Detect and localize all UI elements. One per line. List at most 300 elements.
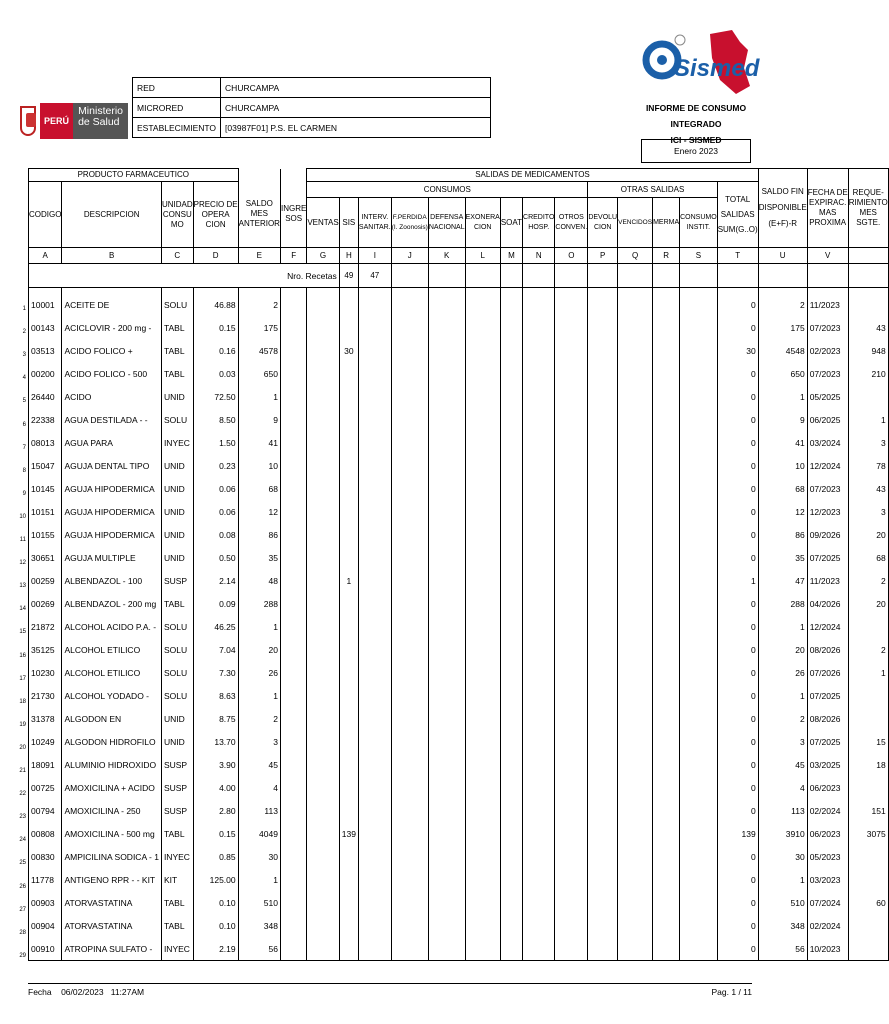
cell-fecha: 05/2023 — [807, 846, 848, 869]
cell-fecha: 07/2026 — [807, 662, 848, 685]
devolucion-header: DEVOLU CION — [588, 198, 618, 248]
cell-req: 18 — [848, 754, 888, 777]
column-letter-d: D — [193, 248, 238, 264]
cell-saldo: 12 — [238, 501, 280, 524]
cell-precio: 2.80 — [193, 800, 238, 823]
row-number: 13 — [19, 583, 26, 590]
precio-header: PRECIO DE OPERA CION — [193, 182, 238, 248]
cell-precio: 2.14 — [193, 570, 238, 593]
cell-desc: ANTIGENO RPR - - KIT — [62, 869, 161, 892]
cell-unid: TABL — [161, 340, 193, 363]
cell-req: 20 — [848, 524, 888, 547]
table-row — [29, 800, 889, 823]
row-number: 18 — [19, 698, 26, 705]
fecha-header: FECHA DE EXPIRAC. MAS PROXIMA — [807, 169, 848, 248]
row-number: 26 — [19, 883, 26, 890]
cell-desc: AGUJA HIPODERMICA — [62, 501, 161, 524]
cell-sis: 30 — [339, 340, 358, 363]
footer-date-label: Fecha — [28, 987, 52, 997]
report-title-line2: ICI - SISMED — [670, 135, 722, 145]
cell-sis: 1 — [339, 570, 358, 593]
ventas-header: VENTAS — [307, 198, 339, 248]
cell-codigo: 08013 — [29, 432, 62, 455]
cell-unid: UNID — [161, 524, 193, 547]
sis-header: SIS — [339, 198, 358, 248]
cell-total: 0 — [717, 800, 758, 823]
merma-header: MERMA — [653, 198, 680, 248]
cell-saldo: 1 — [238, 616, 280, 639]
row-number: 21 — [19, 768, 26, 774]
column-letter-c: C — [161, 248, 193, 264]
row-number: 25 — [19, 860, 26, 867]
cell-saldo: 68 — [238, 478, 280, 501]
cell-req: 1 — [848, 409, 888, 432]
cell-desc: ATROPINA SULFATO - — [62, 938, 161, 961]
recetas-row — [29, 264, 889, 288]
cell-precio: 0.09 — [193, 593, 238, 616]
cell-fin: 1 — [758, 685, 807, 708]
cell-precio: 0.16 — [193, 340, 238, 363]
cell-fin: 9 — [758, 409, 807, 432]
cell-total: 0 — [717, 777, 758, 800]
column-letter-o: O — [555, 248, 588, 264]
cell-unid: SOLU — [161, 639, 193, 662]
cell-fin: 348 — [758, 915, 807, 938]
cell-fin: 12 — [758, 501, 807, 524]
cell-req — [848, 616, 888, 639]
row-number: 1 — [22, 306, 26, 312]
cell-codigo: 10145 — [29, 478, 62, 501]
cell-codigo: 10151 — [29, 501, 62, 524]
column-letter-q: Q — [618, 248, 653, 264]
column-letter-b: B — [62, 248, 161, 264]
cell-fin: 35 — [758, 547, 807, 570]
row-number: 24 — [19, 837, 26, 844]
cell-sis — [339, 363, 358, 386]
cell-fecha: 07/2023 — [807, 363, 848, 386]
cell-req: 43 — [848, 478, 888, 501]
sismed-logo — [640, 28, 760, 100]
cell-saldo: 1 — [238, 685, 280, 708]
cell-req: 2 — [848, 639, 888, 662]
cell-unid: SUSP — [161, 777, 193, 800]
cell-req: 210 — [848, 363, 888, 386]
cell-sis — [339, 938, 358, 961]
cell-saldo: 1 — [238, 386, 280, 409]
cell-fecha: 06/2023 — [807, 823, 848, 846]
cell-fecha: 05/2025 — [807, 386, 848, 409]
row-number: 12 — [19, 560, 26, 567]
cell-codigo: 30651 — [29, 547, 62, 570]
cell-fin: 2 — [758, 708, 807, 731]
column-letter-j: J — [391, 248, 428, 264]
soat-header: SOAT — [500, 198, 522, 248]
cell-codigo: 26440 — [29, 386, 62, 409]
column-letters-row — [29, 248, 889, 264]
cell-unid: UNID — [161, 731, 193, 754]
cell-codigo: 21872 — [29, 616, 62, 639]
table-row — [29, 662, 889, 685]
cell-codigo: 10230 — [29, 662, 62, 685]
otros-conven-header: OTROS CONVEN. — [555, 198, 588, 248]
cell-unid: UNID — [161, 708, 193, 731]
cell-precio: 1.50 — [193, 432, 238, 455]
cell-total: 30 — [717, 340, 758, 363]
table-row — [29, 547, 889, 570]
cell-desc: ACIDO — [62, 386, 161, 409]
cell-req: 20 — [848, 593, 888, 616]
cell-saldo: 45 — [238, 754, 280, 777]
cell-fin: 68 — [758, 478, 807, 501]
cell-req — [848, 708, 888, 731]
cell-codigo: 31378 — [29, 708, 62, 731]
cell-sis — [339, 915, 358, 938]
cell-desc: ALBENDAZOL - 100 — [62, 570, 161, 593]
logo-peru: PERÚ — [40, 103, 73, 139]
cell-desc: AGUA PARA — [62, 432, 161, 455]
table-row — [29, 593, 889, 616]
recetas-interv: 47 — [358, 264, 391, 288]
table-row — [29, 869, 889, 892]
table-row — [29, 570, 889, 593]
cell-unid: UNID — [161, 455, 193, 478]
cell-desc: ALGODON EN — [62, 708, 161, 731]
cell-total: 0 — [717, 639, 758, 662]
cell-precio: 8.75 — [193, 708, 238, 731]
cell-sis — [339, 455, 358, 478]
row-number: 27 — [19, 906, 26, 913]
column-letter-h: H — [339, 248, 358, 264]
cell-codigo: 21730 — [29, 685, 62, 708]
cell-fecha: 03/2023 — [807, 869, 848, 892]
cell-sis — [339, 317, 358, 340]
report-title-line1: INFORME DE CONSUMO INTEGRADO — [645, 103, 747, 129]
cell-total: 0 — [717, 501, 758, 524]
cell-sis — [339, 501, 358, 524]
minsa-logo — [20, 98, 128, 144]
row-number: 2 — [22, 329, 26, 336]
cell-unid: UNID — [161, 478, 193, 501]
table-row — [29, 501, 889, 524]
total-header: TOTAL SALIDAS SUM(G..O) — [717, 182, 758, 248]
red-label: RED — [133, 78, 221, 98]
cell-sis — [339, 478, 358, 501]
table-row — [29, 363, 889, 386]
cell-unid: UNID — [161, 501, 193, 524]
cell-fin: 1 — [758, 616, 807, 639]
cell-saldo: 26 — [238, 662, 280, 685]
column-letter-r: R — [653, 248, 680, 264]
cell-total: 139 — [717, 823, 758, 846]
cell-unid: KIT — [161, 869, 193, 892]
row-number: 16 — [19, 652, 26, 659]
row-number: 20 — [19, 744, 26, 751]
cell-desc: AMPICILINA SODICA - 1 — [62, 846, 161, 869]
cell-unid: SOLU — [161, 662, 193, 685]
recetas-label: Nro. Recetas — [280, 264, 339, 288]
cell-fecha: 06/2025 — [807, 409, 848, 432]
cell-precio: 0.06 — [193, 501, 238, 524]
row-number: 23 — [19, 814, 26, 821]
cell-precio: 2.19 — [193, 938, 238, 961]
cell-codigo: 15047 — [29, 455, 62, 478]
cell-total: 1 — [717, 570, 758, 593]
cell-req — [848, 938, 888, 961]
salidas-header: SALIDAS DE MEDICAMENTOS — [307, 169, 758, 182]
cell-desc: AGUJA HIPODERMICA — [62, 478, 161, 501]
cell-unid: UNID — [161, 386, 193, 409]
cell-codigo: 03513 — [29, 340, 62, 363]
producto-header: PRODUCTO FARMACEUTICO — [29, 169, 239, 182]
cell-codigo: 00269 — [29, 593, 62, 616]
cell-precio: 7.04 — [193, 639, 238, 662]
table-row — [29, 685, 889, 708]
cell-fecha: 12/2023 — [807, 501, 848, 524]
cell-desc: AMOXICILINA - 250 — [62, 800, 161, 823]
table-row — [29, 639, 889, 662]
cell-sis — [339, 616, 358, 639]
table-row — [29, 823, 889, 846]
cell-total: 0 — [717, 386, 758, 409]
cell-fecha: 11/2023 — [807, 570, 848, 593]
column-letter-i: I — [358, 248, 391, 264]
cell-total: 0 — [717, 892, 758, 915]
cell-saldo: 56 — [238, 938, 280, 961]
exoneracion-header: EXONERA CION — [465, 198, 500, 248]
cell-codigo: 00143 — [29, 317, 62, 340]
cell-desc: ALUMINIO HIDROXIDO — [62, 754, 161, 777]
table-row — [29, 340, 889, 363]
table-row — [29, 409, 889, 432]
table-row — [29, 616, 889, 639]
cell-fecha: 08/2026 — [807, 708, 848, 731]
cell-total: 0 — [717, 593, 758, 616]
cell-fin: 1 — [758, 386, 807, 409]
cell-unid: INYEC — [161, 938, 193, 961]
column-letter-v: V — [807, 248, 848, 264]
cell-unid: TABL — [161, 593, 193, 616]
cell-req: 15 — [848, 731, 888, 754]
cell-precio: 0.50 — [193, 547, 238, 570]
column-letter-u: U — [758, 248, 807, 264]
cell-fin: 3 — [758, 731, 807, 754]
cell-saldo: 650 — [238, 363, 280, 386]
cell-codigo: 10249 — [29, 731, 62, 754]
table-row — [29, 386, 889, 409]
cell-saldo: 35 — [238, 547, 280, 570]
cell-fin: 41 — [758, 432, 807, 455]
cell-saldo: 10 — [238, 455, 280, 478]
cell-precio: 8.63 — [193, 685, 238, 708]
microred-label: MICRORED — [133, 98, 221, 118]
cell-codigo: 35125 — [29, 639, 62, 662]
table-row — [29, 708, 889, 731]
cell-desc: ALCOHOL ETILICO — [62, 639, 161, 662]
cell-fecha: 07/2023 — [807, 478, 848, 501]
consumos-header: CONSUMOS — [307, 182, 588, 198]
cell-unid: TABL — [161, 823, 193, 846]
cell-saldo: 4578 — [238, 340, 280, 363]
cell-precio: 3.90 — [193, 754, 238, 777]
footer-divider — [28, 983, 752, 984]
consumo-instit-header: CONSUMO INSTIT. — [680, 198, 718, 248]
cell-precio: 0.23 — [193, 455, 238, 478]
cell-fecha: 09/2026 — [807, 524, 848, 547]
row-number: 28 — [19, 929, 26, 936]
defensa-header: DEFENSA NACIONAL — [428, 198, 465, 248]
cell-codigo: 00830 — [29, 846, 62, 869]
cell-saldo: 3 — [238, 731, 280, 754]
row-number: 4 — [22, 375, 26, 382]
footer-date — [28, 987, 144, 997]
cell-fin: 2 — [758, 294, 807, 317]
cell-req: 1 — [848, 662, 888, 685]
cell-fecha: 02/2024 — [807, 915, 848, 938]
cell-fin: 45 — [758, 754, 807, 777]
cell-req: 948 — [848, 340, 888, 363]
cell-fecha: 04/2026 — [807, 593, 848, 616]
saldo-anterior-header: SALDO MES ANTERIOR — [238, 182, 280, 248]
column-letter-g: G — [307, 248, 339, 264]
table-row — [29, 754, 889, 777]
row-number: 17 — [19, 675, 26, 682]
cell-total: 0 — [717, 616, 758, 639]
red-value: CHURCAMPA — [221, 78, 491, 98]
cell-req: 60 — [848, 892, 888, 915]
table-row — [29, 938, 889, 961]
row-number: 3 — [22, 352, 26, 359]
table-row — [29, 432, 889, 455]
cell-req: 78 — [848, 455, 888, 478]
row-number: 29 — [19, 952, 26, 959]
cell-unid: UNID — [161, 547, 193, 570]
cell-req — [848, 846, 888, 869]
cell-unid: INYEC — [161, 432, 193, 455]
cell-fin: 4548 — [758, 340, 807, 363]
footer-time: 11:27AM — [110, 987, 145, 997]
cell-total: 0 — [717, 869, 758, 892]
cell-fin: 10 — [758, 455, 807, 478]
cell-total: 0 — [717, 478, 758, 501]
cell-sis — [339, 639, 358, 662]
cell-codigo: 10001 — [29, 294, 62, 317]
cell-saldo: 348 — [238, 915, 280, 938]
cell-codigo: 00808 — [29, 823, 62, 846]
cell-sis — [339, 869, 358, 892]
table-row — [29, 892, 889, 915]
row-number: 5 — [22, 398, 26, 405]
cell-fin: 3910 — [758, 823, 807, 846]
column-letter-a: A — [29, 248, 62, 264]
page-number: Pag. 1 / 11 — [711, 987, 752, 997]
table-row — [29, 731, 889, 754]
cell-desc: ALCOHOL ACIDO P.A. - — [62, 616, 161, 639]
cell-precio: 0.85 — [193, 846, 238, 869]
cell-fecha: 07/2025 — [807, 731, 848, 754]
cell-fin: 30 — [758, 846, 807, 869]
cell-fecha: 03/2024 — [807, 432, 848, 455]
coat-of-arms-icon — [20, 106, 36, 136]
cell-unid: SUSP — [161, 754, 193, 777]
consumption-table — [28, 168, 889, 961]
cell-fin: 20 — [758, 639, 807, 662]
cell-saldo: 1 — [238, 869, 280, 892]
cell-desc: ACIDO FOLICO + — [62, 340, 161, 363]
cell-unid: SUSP — [161, 800, 193, 823]
cell-saldo: 175 — [238, 317, 280, 340]
fperdida-header: F.PERDIDA (I. Zoonosis) — [391, 198, 428, 248]
cell-codigo: 11778 — [29, 869, 62, 892]
cell-sis — [339, 432, 358, 455]
cell-total: 0 — [717, 915, 758, 938]
row-number: 15 — [19, 629, 26, 636]
cell-total: 0 — [717, 685, 758, 708]
cell-unid: INYEC — [161, 846, 193, 869]
cell-total: 0 — [717, 938, 758, 961]
column-letter-m: M — [500, 248, 522, 264]
cell-total: 0 — [717, 731, 758, 754]
cell-desc: AMOXICILINA + ACIDO — [62, 777, 161, 800]
cell-unid: TABL — [161, 915, 193, 938]
cell-fecha: 06/2023 — [807, 777, 848, 800]
cell-desc: AGUJA HIPODERMICA — [62, 524, 161, 547]
cell-unid: SOLU — [161, 616, 193, 639]
cell-fecha: 12/2024 — [807, 455, 848, 478]
cell-req — [848, 386, 888, 409]
cell-sis — [339, 547, 358, 570]
cell-unid: SUSP — [161, 570, 193, 593]
cell-req — [848, 869, 888, 892]
cell-precio: 125.00 — [193, 869, 238, 892]
unidad-header: UNIDAD CONSU MO — [161, 182, 193, 248]
row-number: 6 — [22, 421, 26, 428]
cell-codigo: 18091 — [29, 754, 62, 777]
cell-desc: ALCOHOL ETILICO — [62, 662, 161, 685]
cell-precio: 0.15 — [193, 823, 238, 846]
cell-req: 3 — [848, 432, 888, 455]
cell-desc: AGUJA MULTIPLE — [62, 547, 161, 570]
saldo-fin-header: SALDO FIN DISPONIBLE (E+F)-R — [758, 169, 807, 248]
ingresos-header: INGRE SOS — [280, 182, 306, 248]
cell-saldo: 20 — [238, 639, 280, 662]
cell-fecha: 07/2023 — [807, 317, 848, 340]
cell-req — [848, 294, 888, 317]
cell-sis — [339, 777, 358, 800]
cell-fin: 510 — [758, 892, 807, 915]
establecimiento-value: [03987F01] P.S. EL CARMEN — [221, 118, 491, 138]
establishment-info — [132, 77, 491, 138]
cell-req: 3 — [848, 501, 888, 524]
cell-req: 68 — [848, 547, 888, 570]
microred-value: CHURCAMPA — [221, 98, 491, 118]
cell-desc: ALGODON HIDROFILO — [62, 731, 161, 754]
cell-sis — [339, 294, 358, 317]
row-number: 11 — [19, 537, 26, 543]
sismed-wordmark: Sismed — [674, 55, 760, 82]
cell-desc: AGUJA DENTAL TIPO — [62, 455, 161, 478]
cell-precio: 0.08 — [193, 524, 238, 547]
cell-saldo: 30 — [238, 846, 280, 869]
cell-sis — [339, 800, 358, 823]
cell-sis — [339, 524, 358, 547]
cell-precio: 8.50 — [193, 409, 238, 432]
cell-precio: 0.15 — [193, 317, 238, 340]
period: Enero 2023 — [641, 139, 751, 163]
cell-req — [848, 915, 888, 938]
row-number: 14 — [19, 606, 26, 613]
row-number: 9 — [22, 490, 26, 497]
cell-codigo: 00259 — [29, 570, 62, 593]
